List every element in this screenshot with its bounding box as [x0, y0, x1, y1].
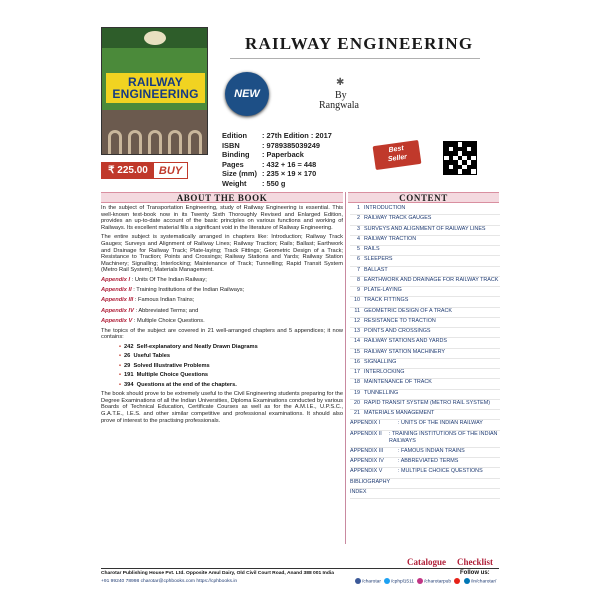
appendix-line: Appendix II : Training Institutions of the Indian Railways; — [101, 287, 245, 294]
publisher-logo — [144, 31, 166, 45]
publisher-address: Charotar Publishing House Pvt. Ltd. Opposite Amul Dairy, Old Civil Court Road, Anand 388 001 India — [101, 571, 334, 576]
toc-item[interactable]: 7 BALLAST — [350, 267, 500, 277]
toc-index[interactable]: INDEX — [350, 489, 500, 499]
feature-item: • 242 Self-explanatory and Neatly Drawn Diagrams — [119, 344, 258, 351]
feature-item: • 26 Useful Tables — [119, 353, 171, 360]
toc-appendix-item[interactable]: APPENDIX I : UNITS OF THE INDIAN RAILWAY — [350, 420, 500, 430]
checklist-link[interactable]: Checklist — [457, 557, 493, 567]
toc-item[interactable]: 6 SLEEPERS — [350, 256, 500, 266]
twitter-link[interactable]: /cphpl1511 — [384, 578, 414, 584]
qr-code-icon[interactable] — [443, 141, 477, 175]
feature-item: • 29 Solved Illustrative Problems — [119, 362, 210, 369]
spec-row: Edition : 27th Edition : 2017 — [222, 131, 332, 140]
toc-bibliography[interactable]: BIBLIOGRAPHY — [350, 479, 500, 489]
book-cover-image[interactable] — [101, 27, 208, 155]
toc-item[interactable]: 20 RAPID TRANSIT SYSTEM (METRO RAIL SYSTEM) — [350, 400, 500, 410]
spec-row: Size (mm) : 235 × 19 × 170 — [222, 169, 317, 179]
content-section-heading: CONTENT — [348, 192, 499, 203]
about-paragraph: The entire subject is systematically arranged in chapters like: Introduction; Railway Track Gauges; Surveys and Alignment of Railway Lines; Railway Traction; Rails; Ballast; Earthwork and Drainage for Railway Track; Plate-laying; Track Fittings; Geometric Design of a Track; Resistance to Traction; Points and Crossings; Railway Stations and Yards; Railway Station Machinery; Signalling; Interlocking; Maintenance of Track; Tunnelling; Rapid Transit System (Metro Rail System); Materials Management. — [101, 234, 343, 274]
toc-item[interactable]: 14 RAILWAY STATIONS AND YARDS — [350, 338, 500, 348]
cover-bridge-illustration — [102, 110, 207, 155]
column-divider — [345, 192, 346, 544]
about-paragraph: The book should prove to be extremely useful to the Civil Engineering students preparing for the Degree Examinations of all the Indian Universities, Diploma Examinations conducted by various Boards of Technical Education, Certificate Courses as well as for the A.M.I.E., U.P.S.C., G.A.T.E., I.E.S. and other similar competitive and professional examinations. It should also prove of interest to the practising professionals. — [101, 391, 343, 424]
linkedin-icon — [464, 578, 470, 584]
title-divider — [230, 58, 480, 59]
toc-item[interactable]: 17 INTERLOCKING — [350, 369, 500, 379]
follow-us-label: Follow us: — [460, 570, 490, 576]
toc-item[interactable]: 15 RAILWAY STATION MACHINERY — [350, 349, 500, 359]
catalogue-link[interactable]: Catalogue — [407, 557, 446, 567]
contact-info[interactable]: +91 99240 78998 charotar@cphbooks.com https://cphbooks.in — [101, 579, 238, 584]
about-paragraph: The topics of the subject are covered in 21 well-arranged chapters and 5 appendices; it now contains: — [101, 327, 343, 341]
toc-appendix-item[interactable]: APPENDIX II : TRAINING INSTITUTIONS OF THE INDIAN RAILWAYS — [350, 431, 500, 448]
toc-item[interactable]: 9 PLATE-LAYING — [350, 287, 500, 297]
book-specs — [222, 131, 332, 189]
appendix-line: Appendix III : Famous Indian Trains; — [101, 297, 195, 304]
toc-item[interactable]: 16 SIGNALLING — [350, 359, 500, 369]
facebook-icon — [355, 578, 361, 584]
appendix-line: Appendix V : Multiple Choice Questions. — [101, 317, 205, 324]
about-book-text — [101, 205, 343, 427]
toc-item[interactable]: 5 RAILS — [350, 246, 500, 256]
price-buy-button[interactable] — [101, 162, 188, 179]
appendix-line: Appendix I : Units Of The Indian Railway; — [101, 276, 207, 283]
toc-item[interactable]: 2 RAILWAY TRACK GAUGES — [350, 215, 500, 225]
toc-item[interactable]: 21 MATERIALS MANAGEMENT — [350, 410, 500, 420]
toc-appendix-item[interactable]: APPENDIX III : FAMOUS INDIAN TRAINS — [350, 448, 500, 458]
toc-item[interactable]: 11 GEOMETRIC DESIGN OF A TRACK — [350, 308, 500, 318]
feature-item: • 191 Multiple Choice Questions — [119, 372, 209, 379]
toc-appendix-item[interactable]: APPENDIX V : MULTIPLE CHOICE QUESTIONS — [350, 468, 500, 478]
toc-item[interactable]: 4 RAILWAY TRACTION — [350, 236, 500, 246]
cover-title-line2: ENGINEERING — [112, 87, 199, 101]
instagram-link[interactable]: /charotarpub — [417, 578, 451, 584]
toc-item[interactable]: 12 RESISTANCE TO TRACTION — [350, 318, 500, 328]
cover-title — [106, 73, 205, 103]
toc-item[interactable]: 8 EARTHWORK AND DRAINAGE FOR RAILWAY TRACK — [350, 277, 500, 287]
linkedin-link[interactable]: /in/charotar/ — [464, 578, 496, 584]
instagram-icon — [417, 578, 423, 584]
feature-list — [119, 344, 343, 388]
toc-item[interactable]: 13 POINTS AND CROSSINGS — [350, 328, 500, 338]
youtube-icon — [454, 578, 460, 584]
appendix-line: Appendix IV : Abbreviated Terms; and — [101, 307, 199, 314]
best-seller-badge: Best Seller — [373, 140, 422, 170]
spec-row: Weight : 550 g — [222, 178, 286, 188]
youtube-link[interactable] — [454, 578, 461, 584]
table-of-contents — [350, 205, 500, 499]
spec-row: Binding : Paperback — [222, 150, 304, 160]
toc-appendix-item[interactable]: APPENDIX IV : ABBREVIATED TERMS — [350, 458, 500, 468]
star-ornament: ✱ — [336, 77, 345, 88]
footer-divider — [101, 568, 499, 569]
feature-item: • 394 Questions at the end of the chapters. — [119, 381, 237, 388]
social-links — [355, 578, 496, 584]
spec-row: Pages : 432 + 16 = 448 — [222, 159, 317, 169]
buy-button[interactable]: BUY — [158, 164, 183, 177]
facebook-link[interactable]: /charotar — [355, 578, 381, 584]
page-title: RAILWAY ENGINEERING — [245, 34, 474, 53]
about-section-heading: ABOUT THE BOOK — [101, 192, 343, 203]
toc-item[interactable]: 19 TUNNELLING — [350, 390, 500, 400]
toc-item[interactable]: 10 TRACK FITTINGS — [350, 297, 500, 307]
toc-item[interactable]: 1 INTRODUCTION — [350, 205, 500, 215]
price-label: ₹ 225.00 — [102, 163, 154, 178]
new-badge: NEW — [225, 72, 269, 116]
author-name: Rangwala — [319, 100, 359, 111]
about-paragraph: In the subject of Transportation Engineering, study of Railway Engineering is essential. This well-known text-book now in its Twenty Sixth Thoroughly Revised and Enlarged Edition, provides an up-to-date account of the basic principles on various functions and working of Railways. Its excellent material fills a significant void in the literature of Railway Engineering. — [101, 205, 343, 231]
spec-row: ISBN : 9789385039249 — [222, 140, 320, 150]
toc-item[interactable]: 18 MAINTENANCE OF TRACK — [350, 379, 500, 389]
toc-item[interactable]: 3 SURVEYS AND ALIGNMENT OF RAILWAY LINES — [350, 226, 500, 236]
twitter-icon — [384, 578, 390, 584]
cover-title-line1: RAILWAY — [128, 75, 183, 89]
by-label: By — [335, 90, 347, 101]
